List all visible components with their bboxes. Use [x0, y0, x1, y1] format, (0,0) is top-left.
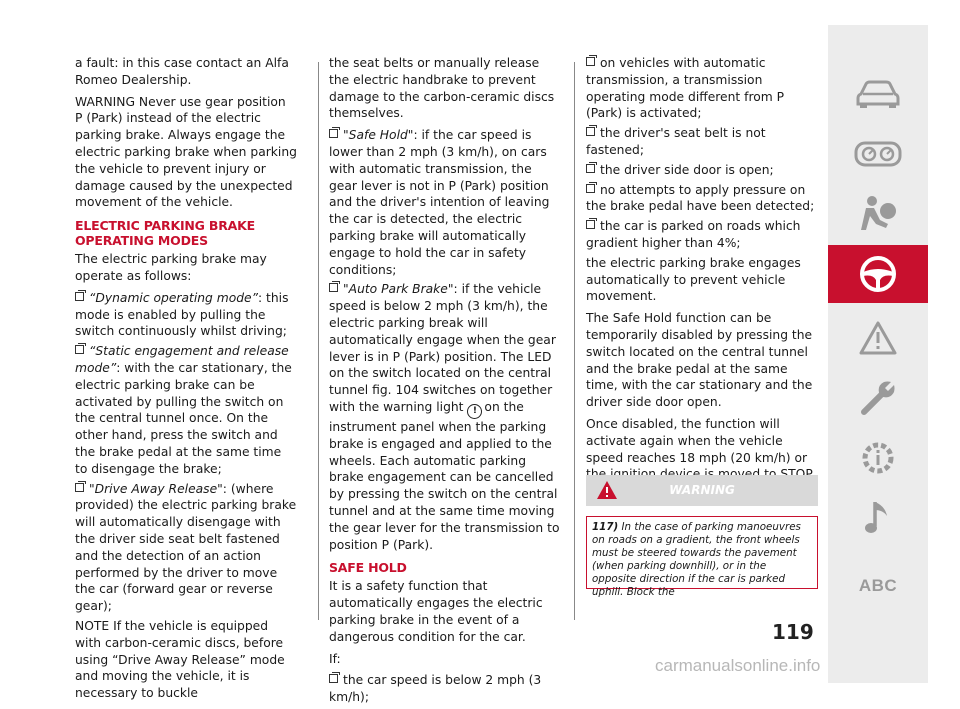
bullet-title: “Dynamic operating mode”	[89, 290, 258, 305]
warning-body-text: In the case of parking manoeuvres on roads on a gradient, the front wheels must be steered towards the pavement (when parking downhill), or in the opposite direction if the car is parked uphill. Block the	[592, 521, 801, 598]
checkbox-bullet-icon	[75, 483, 84, 492]
bullet-text: no attempts to apply pressure on the brake pedal have been detected;	[586, 182, 815, 214]
sidebar-item-driving[interactable]	[828, 245, 928, 303]
paragraph: It is a safety function that automatically engages the electric parking brake in the event of a dangerous condition for the car.	[329, 579, 543, 644]
paragraph: a fault: in this case contact an Alfa Romeo Dealership.	[75, 56, 289, 87]
text-column-2	[329, 55, 561, 709]
list-item	[586, 218, 818, 252]
bullet-text: the car is parked on roads which gradient higher than 4%;	[586, 219, 801, 250]
abc-index-icon: ABC	[858, 576, 898, 595]
bullet-text: on the instrument panel when the parking brake is engaged and applied to the wheels. Each automatic parking brake engagement can be cancelled by pressing the switch on the central tunnel and at the same time moving the gear lever for the transmission to position P (Park).	[329, 399, 560, 552]
list-item	[586, 55, 818, 122]
checkbox-bullet-icon	[75, 345, 84, 354]
column-divider	[318, 62, 319, 620]
column-divider	[574, 62, 575, 620]
music-note-icon	[863, 498, 893, 538]
list-item	[586, 182, 818, 216]
parking-brake-warning-icon: !	[467, 404, 482, 419]
note-paragraph: NOTE If the vehicle is equipped with carbon-ceramic discs, before using “Drive Away Release” mode and moving the vehicle, it is necessary to buckle	[75, 618, 285, 701]
checkbox-bullet-icon	[329, 674, 338, 683]
sidebar-item-multimedia[interactable]	[828, 489, 928, 547]
bullet-text: on vehicles with automatic transmission, a transmission operating mode different from P (Park) is activated;	[586, 56, 785, 121]
list-item	[329, 672, 561, 706]
checkbox-bullet-icon	[329, 129, 338, 138]
bullet-text: the driver side door is open;	[600, 162, 774, 177]
paragraph: Once disabled, the function will activate again when the vehicle speed reaches 18 mph (20 km/h) or	[586, 416, 808, 465]
bullet-text: the driver's seat belt is not fastened;	[586, 126, 766, 157]
bullet-title: "Safe Hold"	[343, 128, 414, 143]
warning-box	[586, 475, 818, 598]
bullet-text: : this mode is enabled by pulling the switch continuously whilst driving;	[75, 290, 289, 339]
warning-text	[586, 516, 818, 598]
checkbox-bullet-icon	[329, 283, 338, 292]
section-heading: SAFE HOLD	[329, 560, 407, 576]
sidebar-item-index[interactable]	[828, 557, 928, 615]
bullet-text: : if the car speed is lower than 2 mph (3 km/h), on cars with automatic transmission, the gear lever is not in P (Park) position and the driver's intention of leaving the car is detected, the electric parking brake will automatically engage to hold the car in safety conditions;	[329, 128, 550, 277]
warning-triangle-icon	[596, 480, 618, 500]
sidebar-item-safety[interactable]	[828, 185, 928, 243]
sidebar-item-car[interactable]	[828, 65, 928, 123]
list-item	[75, 481, 297, 615]
bullet-text: : if the vehicle speed is below 2 mph (3 km/h), the electric parking break will automatically engage when the gear lever is in P (Park) position. The LED on the switch located on the central tunnel fig. 104 switches on together with the warning light	[329, 282, 556, 414]
checkbox-bullet-icon	[586, 220, 595, 229]
warning-title: WARNING	[669, 483, 735, 497]
bullet-text: : with the car stationary, the electric parking brake can be activated by pulling the switch on the central tunnel once. On the other hand, press the switch and the brake pedal at the same time to disengage the brake;	[75, 360, 292, 476]
paragraph: the electric parking brake engages automatically to prevent vehicle movement.	[586, 255, 801, 304]
airbag-person-icon	[858, 194, 898, 234]
warning-header	[586, 475, 818, 506]
checkbox-bullet-icon	[586, 184, 595, 193]
text-column-1	[75, 55, 297, 707]
paragraph: If:	[329, 651, 341, 666]
list-item	[75, 290, 297, 340]
section-heading: ELECTRIC PARKING BRAKE OPERATING MODES	[75, 218, 255, 249]
gear-info-icon	[858, 438, 898, 478]
bullet-title: “Static engagement and release mode”	[75, 344, 289, 375]
paragraph: The electric parking brake may operate as follows:	[75, 252, 267, 283]
page-number: 119	[772, 620, 814, 644]
warning-triangle-icon	[858, 320, 898, 356]
sidebar-item-emergency[interactable]	[828, 309, 928, 367]
checkbox-bullet-icon	[586, 164, 595, 173]
sidebar-item-technical-data[interactable]	[828, 429, 928, 487]
chapter-sidebar	[828, 25, 928, 683]
bullet-text: : (where provided) the electric parking brake will automatically disengage with the driver side seat belt fastened and the detection of an action performed by the driver to move the car (forward gear or reverse gear);	[75, 481, 297, 614]
gauges-icon	[854, 141, 902, 167]
watermark: carmanualsonline.info	[655, 656, 821, 675]
bullet-title: "Drive Away Release"	[89, 481, 223, 496]
car-icon	[855, 79, 901, 109]
warning-number: 117)	[592, 521, 619, 533]
paragraph: the seat belts or manually release the electric handbrake to prevent damage to the carbon-ceramic discs themselves.	[329, 56, 555, 121]
bullet-title: "Auto Park Brake"	[343, 282, 454, 297]
sidebar-item-instruments[interactable]	[828, 125, 928, 183]
text-column-3	[586, 55, 818, 505]
list-item	[586, 125, 818, 159]
sidebar-item-maintenance[interactable]	[828, 369, 928, 427]
list-item	[329, 281, 561, 553]
steering-wheel-icon	[858, 254, 898, 294]
checkbox-bullet-icon	[75, 292, 84, 301]
checkbox-bullet-icon	[586, 57, 595, 66]
checkbox-bullet-icon	[586, 127, 595, 136]
list-item	[75, 343, 297, 477]
list-item	[329, 127, 561, 278]
paragraph: WARNING Never use gear position P (Park) instead of the electric parking brake. Always engage the electric parking brake when parking the vehicle to prevent injury or damage caused by the unexpected movement of the vehicle.	[75, 94, 297, 210]
list-item	[586, 162, 818, 179]
wrench-icon	[858, 378, 898, 418]
paragraph: The Safe Hold function can be temporarily disabled by pressing the switch located on the central tunnel and the brake pedal at the same time, with the car stationary and the driver side door open.	[586, 311, 813, 410]
bullet-text: the car speed is below 2 mph (3 km/h);	[329, 673, 542, 705]
